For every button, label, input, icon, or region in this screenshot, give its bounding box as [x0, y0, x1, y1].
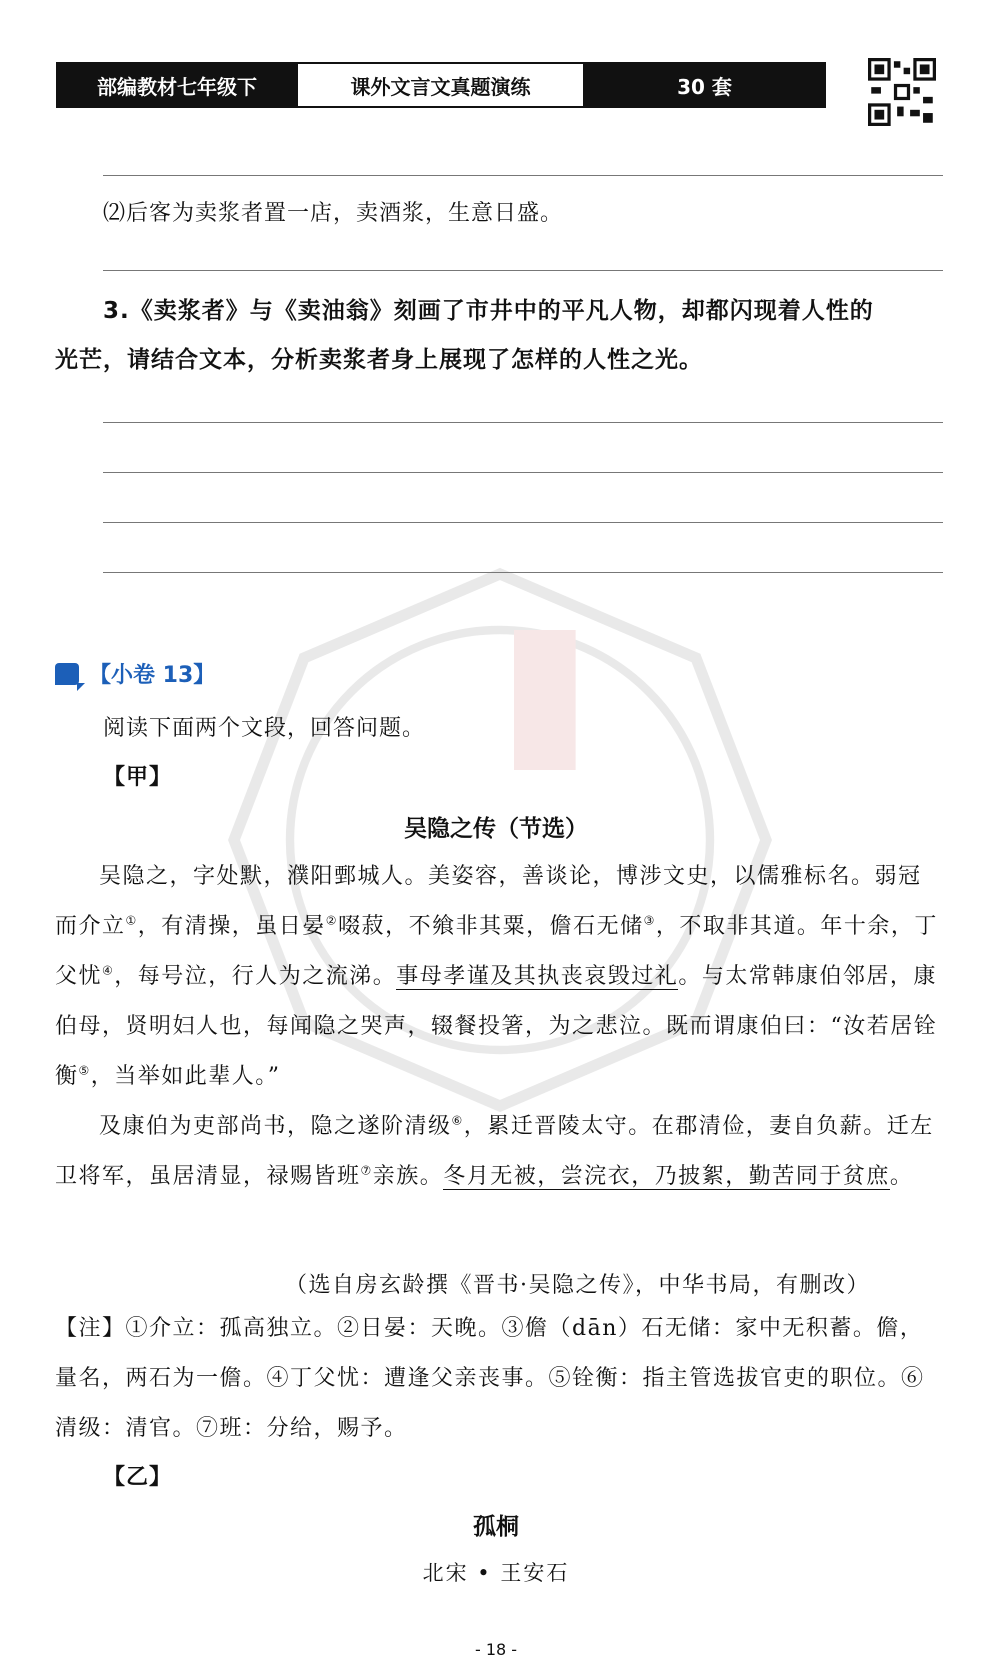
qr-code-icon — [868, 58, 936, 126]
underlined-sentence: 于贫庶 — [819, 1164, 890, 1189]
underlined-sentence: 事母孝谨及其执丧哀毁过礼 — [396, 964, 679, 989]
header-grade: 部编教材七年级下 — [58, 64, 296, 106]
header-subject: 课外文言文真题演练 — [296, 64, 585, 106]
answer-line — [103, 270, 943, 271]
passage-a-paragraph-2: 及康伯为吏部尚书，隐之遂阶清级⑥，累迁晋陵太守。在郡清俭，妻自负薪。迁左卫将军，虽居清显，禄赐皆班⑦亲族。冬月无被，尝浣衣，乃披絮，勤苦同于贫庶。 — [55, 1113, 934, 1189]
section-tag-label: 【小卷 13】 — [89, 663, 216, 688]
source-citation: （选自房玄龄撰《晋书·吴隐之传》，中华书局，有删改） — [285, 1273, 870, 1298]
section-tag — [55, 658, 215, 689]
question-3-line1: 3.《卖浆者》与《卖油翁》刻画了市井中的平凡人物，却都闪现着人性的 — [103, 298, 874, 324]
header-count: 30 套 — [585, 64, 824, 106]
bookmark-icon — [55, 663, 79, 685]
answer-line — [103, 175, 943, 176]
poem-author: 北宋 • 王安石 — [422, 1561, 570, 1585]
passage-a-title: 吴隐之传（节选） — [404, 816, 588, 842]
header-bar — [56, 62, 826, 108]
answer-line — [103, 572, 943, 573]
answer-line — [103, 422, 943, 423]
question-3-line2: 光芒，请结合文本，分析卖浆者身上展现了怎样的人性之光。 — [55, 347, 703, 373]
page-number: - 18 - — [474, 1640, 518, 1659]
passage-b-label: 【乙】 — [103, 1465, 173, 1490]
question-2-sentence: ⑵后客为卖浆者置一店，卖酒浆，生意日盛。 — [103, 201, 564, 226]
passage-a-paragraph-1: 吴隐之，字处默，濮阳鄄城人。美姿容，善谈论，博涉文史，以儒雅标名。弱冠而介立①，有清操，虽日晏②啜菽，不飨非其粟，儋石无储③，不取非其道。年十余，丁父忧④，每号泣，行人为之流涕。事母孝谨及其执丧哀毁过礼。与太常韩康伯邻居，康伯母，贤明妇人也，每闻隐之哭声，辍餐投箸，为之悲泣。既而谓康伯曰：“汝若居铨衡⑤，当举如此辈人。” — [55, 864, 938, 1089]
passage-a-label: 【甲】 — [103, 765, 173, 790]
annotation-notes: 【注】①介立：孤高独立。②日晏：天晚。③儋（dān）石无储：家中无积蓄。儋，量名，两石为一儋。④丁父忧：遭逢父亲丧事。⑤铨衡：指主管选拔官吏的职位。⑥清级：清官。⑦班：分给，赐予。 — [55, 1316, 925, 1441]
passage-a-body — [55, 852, 945, 1202]
poem-title: 孤桐 — [473, 1514, 519, 1540]
instruction: 阅读下面两个文段，回答问题。 — [103, 716, 426, 741]
underlined-sentence: 冬月无被，尝浣衣，乃披絮，勤苦同 — [443, 1164, 820, 1189]
answer-line — [103, 472, 943, 473]
answer-line — [103, 522, 943, 523]
